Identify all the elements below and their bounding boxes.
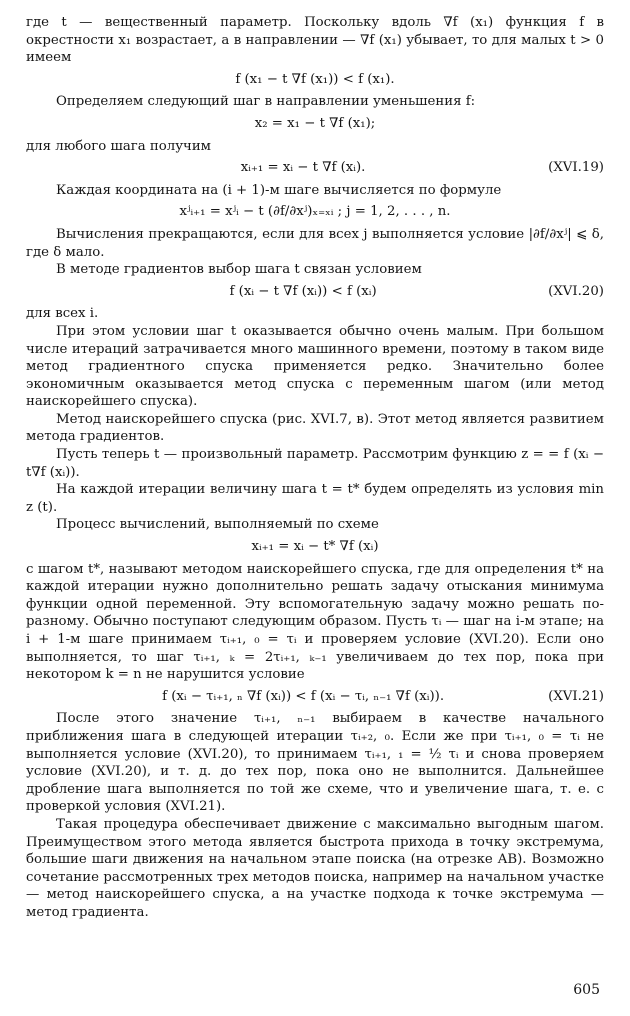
paragraph-7: для всех i.	[26, 306, 99, 322]
paragraph-4: Каждая координата на (i + 1)-м шаге вычисляется по формуле	[56, 182, 502, 198]
formula-next-step: x₂ = x₁ − t ∇f (x₁);	[254, 115, 376, 131]
paragraph-11: На каждой итерации величину шага t = t* будем определять из условия min z (t).	[26, 482, 604, 515]
page-number: 605	[573, 982, 600, 998]
formula-gradient-decrease: f (x₁ − t ∇f (x₁)) < f (x₁).	[235, 71, 395, 87]
paragraph-2: Определяем следующий шаг в направлении уменьшения f:	[56, 94, 476, 110]
paragraph-8: При этом условии шаг t оказывается обычно очень малым. При большом числе итераций затрачивается много машинного времени, поэтому в таком виде метод градиентного спуска применяется редко. Значительно более экономичным оказывается метод спуска с переменным шагом (или метод наискорейшего спуска).	[26, 323, 604, 410]
paragraph-12: Процесс вычислений, выполняемый по схеме	[56, 517, 379, 533]
formula-xvi20-body: f (xᵢ − t ∇f (xᵢ)) < f (xᵢ)	[229, 283, 377, 299]
paragraph-9: Метод наискорейшего спуска (рис. XVI.7, в). Этот метод является развитием метода градиентов.	[26, 411, 604, 445]
equation-number-xvi21: (XVI.21)	[548, 688, 604, 704]
formula-xvi19	[26, 159, 604, 177]
formula-xvi21	[26, 688, 604, 706]
formula-xvi21-body: f (xᵢ − τᵢ₊₁, ₙ ∇f (xᵢ)) < f (xᵢ − τᵢ, ₙ₋₁ ∇f (xᵢ)).	[162, 688, 445, 704]
formula-xvi20	[26, 283, 604, 301]
equation-number-xvi20: (XVI.20)	[548, 283, 604, 299]
paragraph-3: для любого шага получим	[26, 138, 212, 154]
formula-xvi19-body: xᵢ₊₁ = xᵢ − t ∇f (xᵢ).	[240, 160, 366, 176]
equation-number-xvi19: (XVI.19)	[548, 160, 604, 176]
paragraph-13: с шагом t*, называют методом наискорейшего спуска, где для определения t* на каждой итерации нужно дополнительно решать задачу отыскания минимума функции одной переменной. Эту вспомогательную задачу можно решать по-разному. Обычно поступают следующим образом. Пусть τᵢ — шаг на i-м этапе; на i + 1-м шаге принимаем τᵢ₊₁, ₀ = τᵢ и проверяем условие (XVI.20). Если оно выполняется, то шаг τᵢ₊₁, ₖ = 2τᵢ₊₁, ₖ₋₁ увеличиваем до тех пор, пока при некотором k = n не нарушится условие	[26, 561, 604, 683]
paragraph-10: Пусть теперь t — произвольный параметр. Рассмотрим функцию z = = f (xᵢ − t∇f (xᵢ)).	[26, 447, 604, 480]
paragraph-6: В методе градиентов выбор шага t связан условием	[56, 262, 422, 278]
formula-coordinate: xʲᵢ₊₁ = xʲᵢ − t (∂f/∂xʲ)ₓ₌ₓᵢ ; j = 1, 2, . . . , n.	[179, 204, 451, 220]
paragraph-5: Вычисления прекращаются, если для всех j выполняется условие |∂f/∂xʲ| ⩽ δ, где δ мало.	[26, 226, 604, 260]
paragraph-14: После этого значение τᵢ₊₁, ₙ₋₁ выбираем в качестве начального приближения шага в следующей итерации τᵢ₊₂, ₀. Если же при τᵢ₊₁, ₀ = τᵢ не выполняется условие (XVI.20), то принимаем τᵢ₊₁, ₁ = ½ τᵢ и снова проверяем условие (XVI.20), и т. д. до тех пор, пока оно не выполнится. Дальнейшее дробление шага выполняется по той же схеме, что и увеличение шага, т. е. с проверкой условия (XVI.21).	[26, 711, 604, 815]
formula-steepest-descent: xᵢ₊₁ = xᵢ − t* ∇f (xᵢ)	[251, 539, 379, 555]
paragraph-15: Такая процедура обеспечивает движение с максимально выгодным шагом. Преимуществом этого метода является быстрота прихода в точку экстремума, большие шаги движения на начальном этапе поиска (на отрезке AB). Возможно сочетание рассмотренных трех методов поиска, например на начальном участке — метод наискорейшего спуска, а на участке подхода к точке экстремума — метод градиента.	[26, 816, 604, 920]
paragraph-1: где t — вещественный параметр. Поскольку вдоль ∇f (x₁) функция f в окрестности x₁ возрастает, а в направлении — ∇f (x₁) убывает, то для малых t > 0 имеем	[26, 15, 604, 66]
